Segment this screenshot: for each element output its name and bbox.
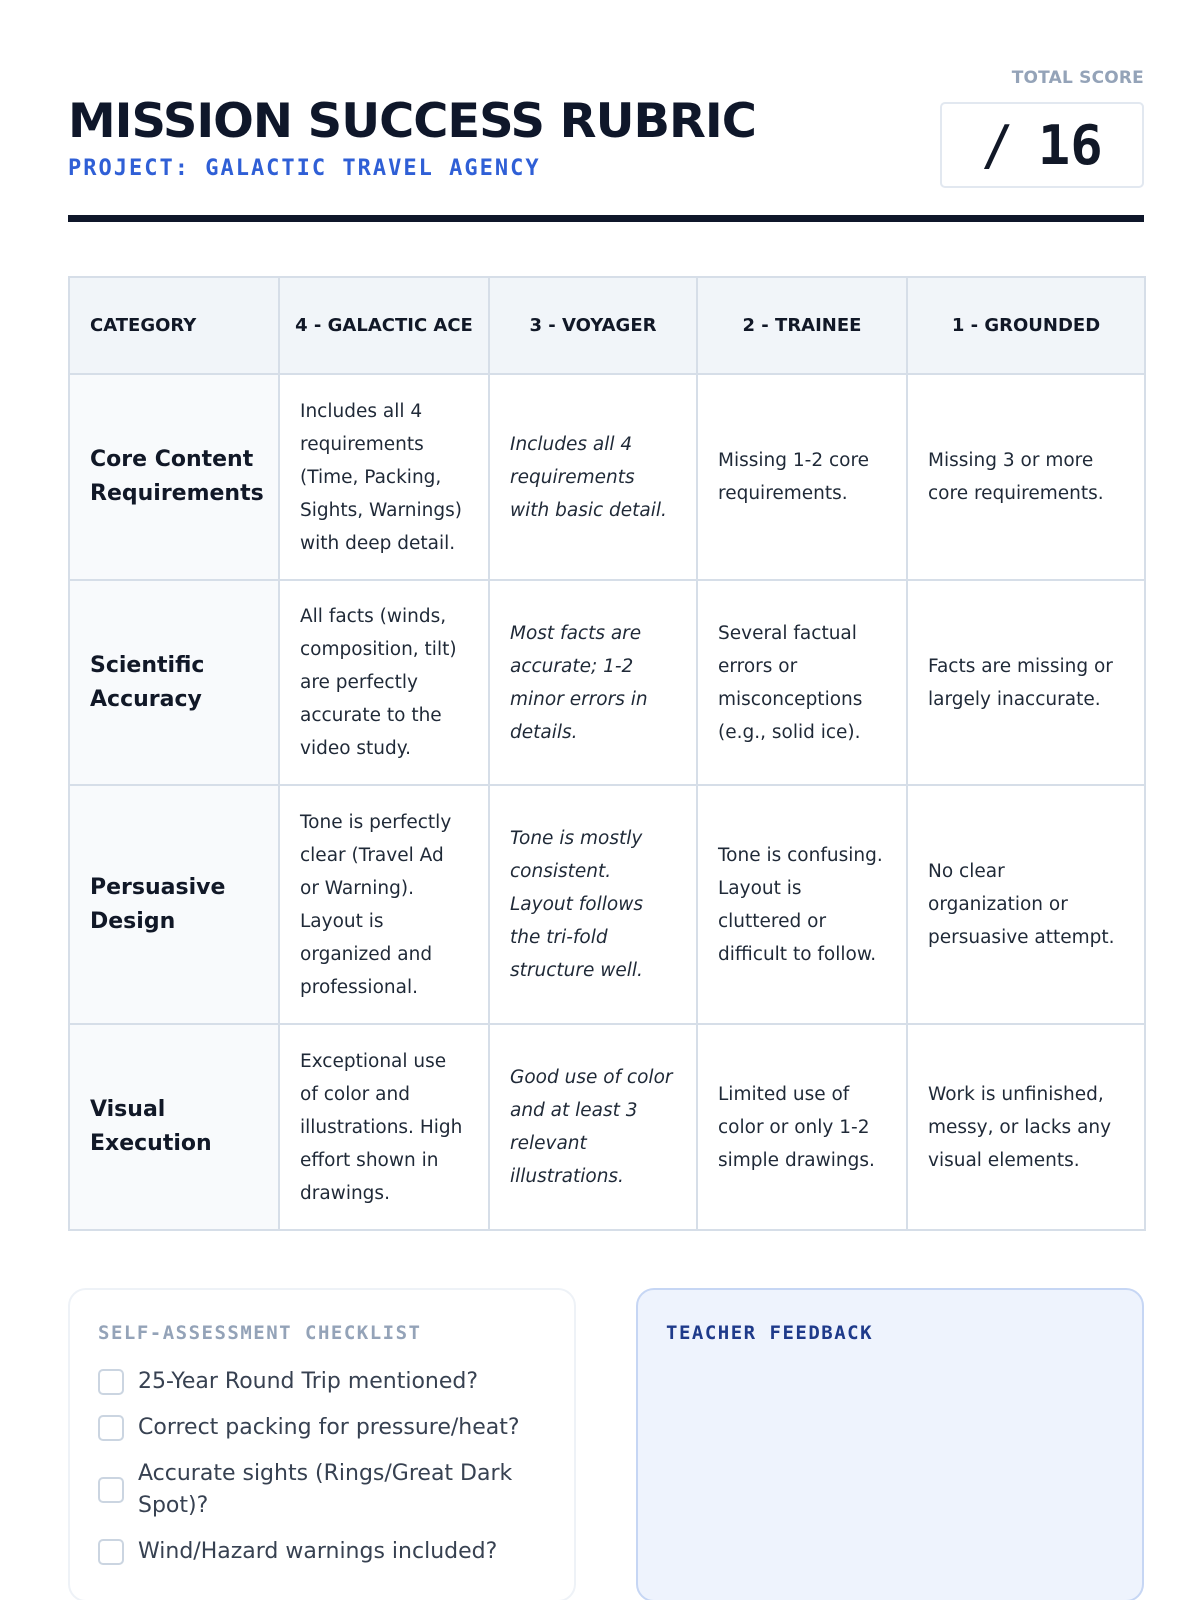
- criteria-cell: All facts (winds, composition, tilt) are perfectly accurate to the video study.: [279, 580, 489, 785]
- score-max: 16: [1037, 113, 1103, 177]
- criteria-cell: Several factual errors or misconceptions (e.g., solid ice).: [697, 580, 907, 785]
- score-slash: /: [981, 113, 1014, 177]
- feedback-title: TEACHER FEEDBACK: [666, 1322, 874, 1344]
- column-header-trainee: 2 - TRAINEE: [697, 277, 907, 374]
- category-cell: Persuasive Design: [69, 785, 279, 1024]
- criteria-cell: Limited use of color or only 1-2 simple drawings.: [697, 1024, 907, 1230]
- column-header-galactic-ace: 4 - GALACTIC ACE: [279, 277, 489, 374]
- column-header-grounded: 1 - GROUNDED: [907, 277, 1145, 374]
- criteria-cell: Exceptional use of color and illustrations. High effort shown in drawings.: [279, 1024, 489, 1230]
- self-assessment-panel: [68, 1288, 576, 1600]
- criteria-cell: Facts are missing or largely inaccurate.: [907, 580, 1145, 785]
- criteria-cell: Most facts are accurate; 1-2 minor errors in details.: [489, 580, 697, 785]
- list-item[interactable]: [98, 1366, 558, 1398]
- criteria-cell: Work is unfinished, messy, or lacks any visual elements.: [907, 1024, 1145, 1230]
- category-cell: Scientific Accuracy: [69, 580, 279, 785]
- column-header-category: CATEGORY: [69, 277, 279, 374]
- checkbox[interactable]: [98, 1477, 124, 1503]
- rubric-table: [68, 276, 1146, 1231]
- table-row: [69, 1024, 1145, 1230]
- column-header-voyager: 3 - VOYAGER: [489, 277, 697, 374]
- total-score-box[interactable]: [940, 102, 1144, 188]
- category-cell: Visual Execution: [69, 1024, 279, 1230]
- table-row: [69, 785, 1145, 1024]
- list-item[interactable]: [98, 1536, 558, 1568]
- criteria-cell: Missing 3 or more core requirements.: [907, 374, 1145, 580]
- criteria-cell: Includes all 4 requirements (Time, Packing, Sights, Warnings) with deep detail.: [279, 374, 489, 580]
- list-item[interactable]: [98, 1458, 558, 1522]
- checklist-title: SELF-ASSESSMENT CHECKLIST: [98, 1322, 422, 1344]
- total-score-label: TOTAL SCORE: [1011, 68, 1144, 88]
- teacher-feedback-panel[interactable]: [636, 1288, 1144, 1600]
- table-row: [69, 580, 1145, 785]
- checklist-item-label: Wind/Hazard warnings included?: [138, 1539, 498, 1564]
- checkbox[interactable]: [98, 1369, 124, 1395]
- criteria-cell: Missing 1-2 core requirements.: [697, 374, 907, 580]
- criteria-cell: Tone is mostly consistent. Layout follows the tri-fold structure well.: [489, 785, 697, 1024]
- table-row: [69, 374, 1145, 580]
- page-title: MISSION SUCCESS RUBRIC: [68, 94, 756, 149]
- list-item[interactable]: [98, 1412, 558, 1444]
- header-divider: [68, 215, 1144, 222]
- rubric-header-row: [69, 277, 1145, 374]
- checklist-item-label: Accurate sights (Rings/Great Dark Spot)?: [138, 1461, 513, 1518]
- checklist: [98, 1366, 558, 1582]
- criteria-cell: Tone is confusing. Layout is cluttered or difficult to follow.: [697, 785, 907, 1024]
- criteria-cell: No clear organization or persuasive attempt.: [907, 785, 1145, 1024]
- project-subtitle: PROJECT: GALACTIC TRAVEL AGENCY: [68, 156, 541, 181]
- checkbox[interactable]: [98, 1415, 124, 1441]
- header: [68, 64, 1144, 224]
- checklist-item-label: Correct packing for pressure/heat?: [138, 1415, 520, 1440]
- checklist-item-label: 25-Year Round Trip mentioned?: [138, 1369, 479, 1394]
- criteria-cell: Tone is perfectly clear (Travel Ad or Warning). Layout is organized and professional.: [279, 785, 489, 1024]
- criteria-cell: Includes all 4 requirements with basic detail.: [489, 374, 697, 580]
- checkbox[interactable]: [98, 1539, 124, 1565]
- criteria-cell: Good use of color and at least 3 relevant illustrations.: [489, 1024, 697, 1230]
- category-cell: Core Content Requirements: [69, 374, 279, 580]
